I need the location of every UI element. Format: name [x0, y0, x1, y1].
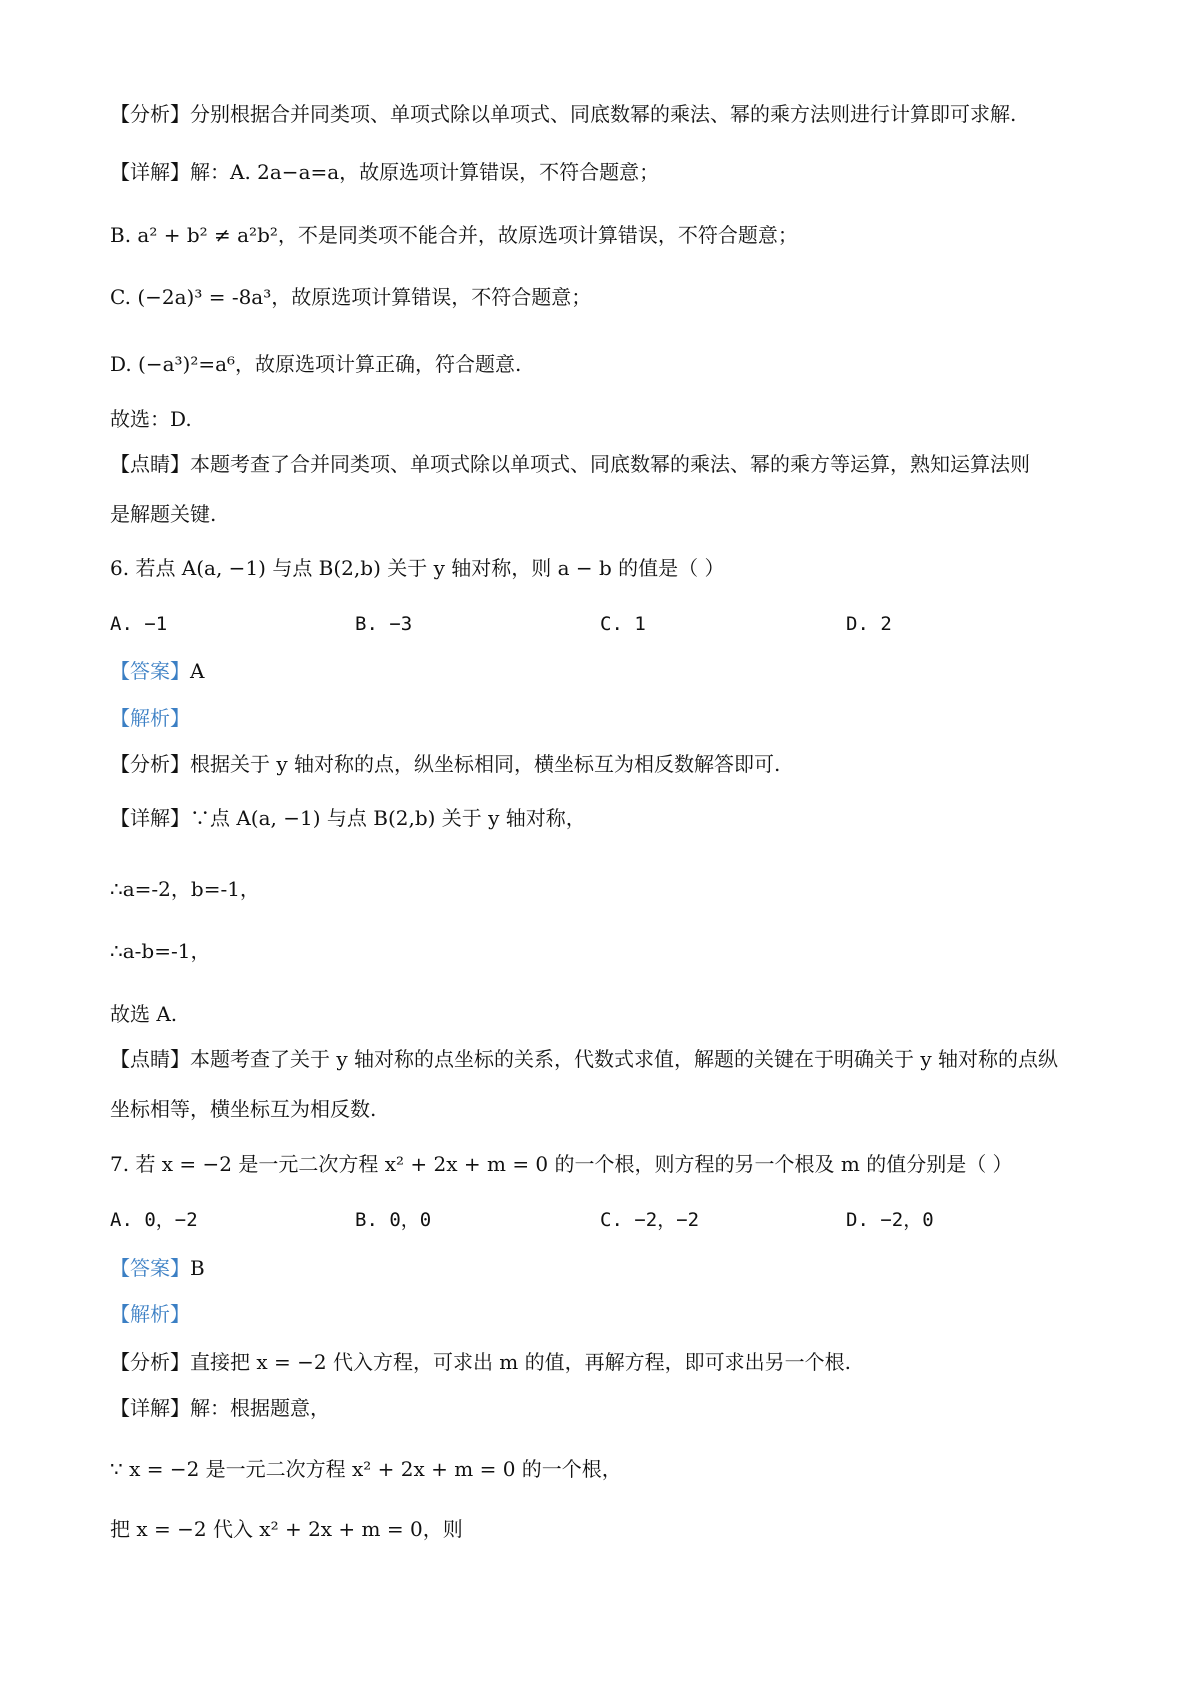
q5-detail-b [110, 221, 798, 249]
q6-stem: 6. 若点 A(a, −1) 与点 B(2,b) 关于 y 轴对称，则 a − b 的值是（ ） [110, 556, 725, 580]
q5-detail-b-text: a² + b² ≠ a²b²，不是同类项不能合并，故原选项计算错误，不符合题意； [137, 223, 798, 247]
q5-detail-d: D. (−a³)²=a⁶，故原选项计算正确，符合题意. [110, 352, 522, 376]
q7-option-c: C. −2，−2 [600, 1209, 700, 1231]
q5-detail-c-text: (−2a)³ = -8a³，故原选项计算错误，不符合题意； [137, 285, 592, 309]
q7-jiexi: 【解析】 [110, 1302, 190, 1326]
q5-choice: 故选：D. [110, 407, 192, 431]
q6-answer [110, 657, 204, 685]
q6-option-d: D. 2 [846, 613, 892, 635]
q6-choice: 故选 A. [110, 1002, 178, 1026]
q5-detail-b-prefix: B. [110, 223, 132, 247]
q6-analysis: 【分析】根据关于 y 轴对称的点，纵坐标相同，横坐标互为相反数解答即可. [110, 752, 781, 776]
q5-detail-c [110, 283, 591, 311]
q6-option-b: B. −3 [355, 613, 413, 635]
q6-comment-2: 坐标相等，横坐标互为相反数. [110, 1097, 377, 1121]
q5-analysis: 【分析】分别根据合并同类项、单项式除以单项式、同底数幂的乘法、幂的乘方法则进行计算即可求解. [110, 102, 1017, 126]
q7-detail-1: 【详解】解：根据题意， [110, 1396, 330, 1420]
q7-stem: 7. 若 x = −2 是一元二次方程 x² + 2x + m = 0 的一个根，则方程的另一个根及 m 的值分别是（ ） [110, 1152, 1013, 1176]
q6-jiexi: 【解析】 [110, 706, 190, 730]
q6-option-a: A. −1 [110, 613, 168, 635]
q7-answer-tag: 【答案】 [110, 1256, 190, 1280]
q6-comment-1: 【点睛】本题考查了关于 y 轴对称的点坐标的关系，代数式求值，解题的关键在于明确关于 y 轴对称的点纵 [110, 1047, 1059, 1071]
q7-detail-2: ∵ x = −2 是一元二次方程 x² + 2x + m = 0 的一个根， [110, 1457, 622, 1481]
q6-detail-2: ∴a=-2，b=-1， [110, 877, 260, 901]
q7-option-a: A. 0，−2 [110, 1209, 198, 1231]
q5-comment-2: 是解题关键. [110, 502, 217, 526]
q7-option-b: B. 0，0 [355, 1209, 432, 1231]
q5-detail-a: 【详解】解：A. 2a−a=a，故原选项计算错误，不符合题意； [110, 160, 660, 184]
q6-answer-tag: 【答案】 [110, 659, 190, 683]
q7-detail-3: 把 x = −2 代入 x² + 2x + m = 0，则 [110, 1517, 463, 1541]
q5-detail-c-prefix: C. [110, 285, 131, 309]
q7-answer [110, 1254, 205, 1282]
q6-answer-value: A [190, 659, 205, 683]
q7-option-d: D. −2，0 [846, 1209, 934, 1231]
q5-comment-1: 【点睛】本题考查了合并同类项、单项式除以单项式、同底数幂的乘法、幂的乘方等运算，熟知运算法则 [110, 452, 1030, 476]
q6-option-c: C. 1 [600, 613, 646, 635]
q7-analysis: 【分析】直接把 x = −2 代入方程，可求出 m 的值，再解方程，即可求出另一个根. [110, 1350, 851, 1374]
q7-answer-value: B [190, 1256, 205, 1280]
q6-detail-3: ∴a-b=-1， [110, 939, 211, 963]
q6-detail-1: 【详解】∵点 A(a, −1) 与点 B(2,b) 关于 y 轴对称， [110, 806, 586, 830]
